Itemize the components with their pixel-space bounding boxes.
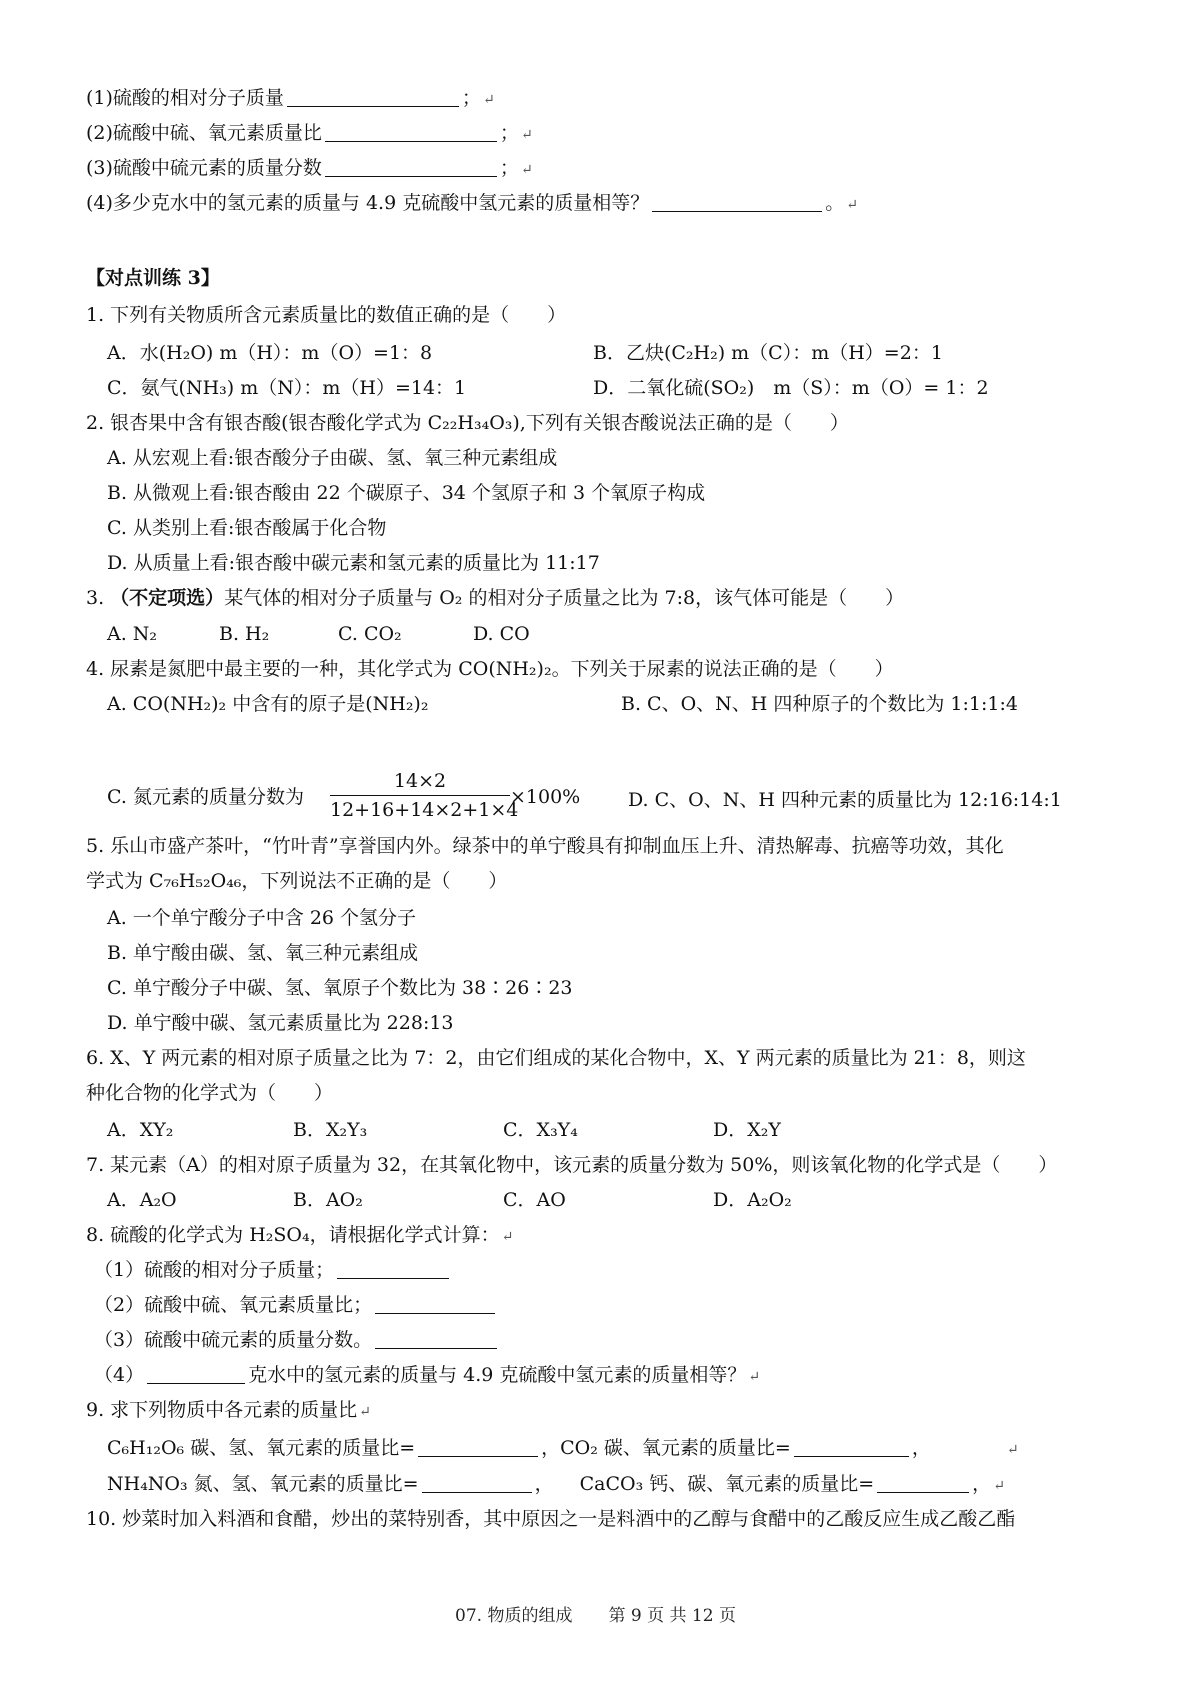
- problem-8-sub-4: [94, 1363, 1151, 1389]
- footer-doc-title: 07. 物质的组成: [455, 1606, 573, 1626]
- problem-1-option-c: C．氨气(NH₃) m（N）：m（H）=14：1: [107, 377, 467, 399]
- problem-8-sub-1: [94, 1258, 1151, 1282]
- paragraph-mark-icon: ↵: [520, 162, 533, 178]
- problem-1-option-d: D．二氧化硫(SO₂) m（S）：m（O）= 1：2: [593, 377, 989, 399]
- problem-6-option-d: D．X₂Y: [713, 1119, 781, 1141]
- top-question-2: [86, 121, 1151, 147]
- paragraph-mark-icon: ↵: [993, 1478, 1005, 1494]
- top-question-3: [86, 156, 1151, 182]
- punctuation: ，: [534, 1473, 554, 1495]
- problem-4-option-c-label: C. 氮元素的质量分数为: [107, 786, 304, 808]
- answer-blank: [652, 193, 822, 212]
- answer-blank: [325, 158, 497, 177]
- multi-select-tag: （不定项选）: [110, 587, 225, 609]
- paragraph-mark-icon: ↵: [846, 197, 858, 213]
- problem-9-row-1: [107, 1436, 1151, 1462]
- fraction-bar: [330, 795, 510, 796]
- problem-3-option-a: A. N₂: [107, 623, 158, 645]
- problem-8-stem: [86, 1223, 1151, 1249]
- paragraph-mark-icon: ↵: [748, 1369, 761, 1385]
- problem-1-stem: 1. 下列有关物质所含元素质量比的数值正确的是（ ）: [86, 304, 567, 326]
- problem-7-option-c: C．AO: [503, 1189, 566, 1211]
- footer-page-number: 第 9 页 共 12 页: [608, 1606, 736, 1626]
- problem-2-option-a: A. 从宏观上看:银杏酸分子由碳、氢、氧三种元素组成: [107, 447, 558, 469]
- answer-blank: [794, 1438, 909, 1457]
- page-footer: [0, 1601, 1191, 1626]
- problem-5-option-d: D. 单宁酸中碳、氢元素质量比为 228:13: [107, 1012, 454, 1034]
- problem-2-option-c: C. 从类别上看:银杏酸属于化合物: [107, 517, 387, 539]
- punctuation: ；: [499, 122, 519, 144]
- problem-5-stem-line-1: 5. 乐山市盛产茶叶，“竹叶青”享誉国内外。绿茶中的单宁酸具有抑制血压上升、清热解毒、抗癌等功效，其化: [86, 835, 1004, 857]
- section-title: 【对点训练 3】: [86, 267, 220, 289]
- question-text: ，CO₂ 碳、氧元素的质量比=: [541, 1437, 791, 1459]
- paragraph-mark-icon: ↵: [501, 1229, 514, 1245]
- answer-blank: [375, 1295, 495, 1314]
- problem-5-option-a: A. 一个单宁酸分子中含 26 个氢分子: [107, 907, 417, 929]
- problem-4-option-a: A. CO(NH₂)₂ 中含有的原子是(NH₂)₂: [107, 693, 429, 715]
- paragraph-mark-icon: ↵: [1006, 1442, 1019, 1458]
- problem-3-option-d: D. CO: [473, 623, 530, 645]
- question-text: （4）: [94, 1364, 145, 1386]
- problem-number: 3.: [86, 587, 111, 609]
- problem-7-option-b: B．AO₂: [293, 1189, 363, 1211]
- answer-blank: [325, 123, 497, 142]
- question-text: (1)硫酸的相对分子质量: [86, 87, 284, 109]
- problem-7-option-a: A．A₂O: [107, 1189, 177, 1211]
- problem-6-stem-line-1: 6. X、Y 两元素的相对原子质量之比为 7：2，由它们组成的某化合物中，X、Y 两元素的质量比为 21：8，则这: [86, 1047, 1026, 1069]
- paragraph-mark-icon: ↵: [520, 127, 533, 143]
- problem-4-option-d: D. C、O、N、H 四种元素的质量比为 12:16:14:1: [628, 789, 1062, 811]
- problem-2-option-d: D. 从质量上看:银杏酸中碳元素和氢元素的质量比为 11:17: [107, 552, 600, 574]
- answer-blank: [337, 1260, 449, 1279]
- problem-2-stem: 2. 银杏果中含有银杏酸(银杏酸化学式为 C₂₂H₃₄O₃),下列有关银杏酸说法正确的是（ ）: [86, 412, 849, 434]
- problem-8-sub-3: [94, 1328, 1151, 1352]
- problem-1-option-b: B．乙炔(C₂H₂) m（C）：m（H）=2：1: [593, 342, 943, 364]
- question-text: NH₄NO₃ 氮、氢、氧元素的质量比=: [107, 1473, 419, 1495]
- punctuation: ，: [972, 1473, 992, 1495]
- answer-blank: [287, 88, 459, 107]
- top-question-1: [86, 86, 1151, 112]
- problem-6-option-c: C．X₃Y₄: [503, 1119, 578, 1141]
- problem-5-option-c: C. 单宁酸分子中碳、氢、氧原子个数比为 38∶26∶23: [107, 977, 573, 999]
- mass-fraction-formula: [330, 770, 519, 821]
- fraction-denominator: 12+16+14×2+1×4: [330, 799, 519, 821]
- paragraph-mark-icon: ↵: [359, 1404, 371, 1420]
- question-text: (4)多少克水中的氢元素的质量与 4.9 克硫酸中氢元素的质量相等？: [86, 192, 650, 214]
- problem-5-stem-line-2: 学式为 C₇₆H₅₂O₄₆，下列说法不正确的是（ ）: [86, 870, 508, 892]
- problem-6-stem-line-2: 种化合物的化学式为（ ）: [86, 1082, 334, 1104]
- answer-blank: [418, 1438, 538, 1457]
- problem-10-stem: 10. 炒菜时加入料酒和食醋，炒出的菜特别香，其中原因之一是料酒中的乙醇与食醋中的乙酸反应生成乙酸乙酯: [86, 1508, 1016, 1530]
- answer-blank: [147, 1365, 245, 1384]
- problem-4-option-b: B. C、O、N、H 四种原子的个数比为 1:1:1:4: [621, 693, 1018, 715]
- problem-3-stem: [86, 586, 1151, 610]
- fraction-numerator: 14×2: [393, 770, 447, 792]
- question-text: （3）硫酸中硫元素的质量分数。: [94, 1329, 373, 1351]
- question-text: （1）硫酸的相对分子质量；: [94, 1259, 335, 1281]
- answer-blank: [375, 1330, 497, 1349]
- question-text: C₆H₁₂O₆ 碳、氢、氧元素的质量比=: [107, 1437, 416, 1459]
- question-text: (3)硫酸中硫元素的质量分数: [86, 157, 322, 179]
- problem-7-stem: 7. 某元素（A）的相对原子质量为 32，在其氧化物中，该元素的质量分数为 50%，则该氧化物的化学式是（ ）: [86, 1154, 1058, 1176]
- answer-blank: [422, 1474, 532, 1493]
- question-text: (2)硫酸中硫、氧元素质量比: [86, 122, 322, 144]
- question-text: 某气体的相对分子质量与 O₂ 的相对分子质量之比为 7:8，该气体可能是（ ）: [224, 587, 905, 609]
- problem-4-stem: 4. 尿素是氮肥中最主要的一种，其化学式为 CO(NH₂)₂。下列关于尿素的说法正确的是（ ）: [86, 658, 894, 680]
- problem-3-option-c: C. CO₂: [338, 623, 402, 645]
- top-question-4: [86, 191, 1151, 217]
- problem-2-option-b: B. 从微观上看:银杏酸由 22 个碳原子、34 个氢原子和 3 个氧原子构成: [107, 482, 706, 504]
- punctuation: ，: [911, 1437, 931, 1459]
- problem-9-stem: [86, 1398, 1151, 1424]
- question-text: 9. 求下列物质中各元素的质量比: [86, 1399, 358, 1421]
- problem-6-option-b: B．X₂Y₃: [293, 1119, 368, 1141]
- question-text: CaCO₃ 钙、碳、氧元素的质量比=: [579, 1473, 875, 1495]
- problem-5-option-b: B. 单宁酸由碳、氢、氧三种元素组成: [107, 942, 419, 964]
- paragraph-mark-icon: ↵: [482, 92, 495, 108]
- question-text: 8. 硫酸的化学式为 H₂SO₄，请根据化学式计算：: [86, 1224, 500, 1246]
- problem-3-option-b: B. H₂: [219, 623, 270, 645]
- problem-9-row-2: [107, 1472, 1151, 1498]
- answer-blank: [877, 1474, 969, 1493]
- problem-7-option-d: D．A₂O₂: [713, 1189, 792, 1211]
- question-text: （2）硫酸中硫、氧元素质量比；: [94, 1294, 373, 1316]
- problem-1-option-a: A．水(H₂O) m（H）：m（O）=1：8: [107, 342, 433, 364]
- punctuation: ；: [499, 157, 519, 179]
- question-text: 克水中的氢元素的质量与 4.9 克硫酸中氢元素的质量相等？: [248, 1364, 747, 1386]
- problem-8-sub-2: [94, 1293, 1151, 1317]
- punctuation: ；: [461, 87, 481, 109]
- problem-6-option-a: A．XY₂: [107, 1119, 174, 1141]
- punctuation: 。: [825, 192, 845, 214]
- percent-multiplier: ×100%: [510, 786, 581, 808]
